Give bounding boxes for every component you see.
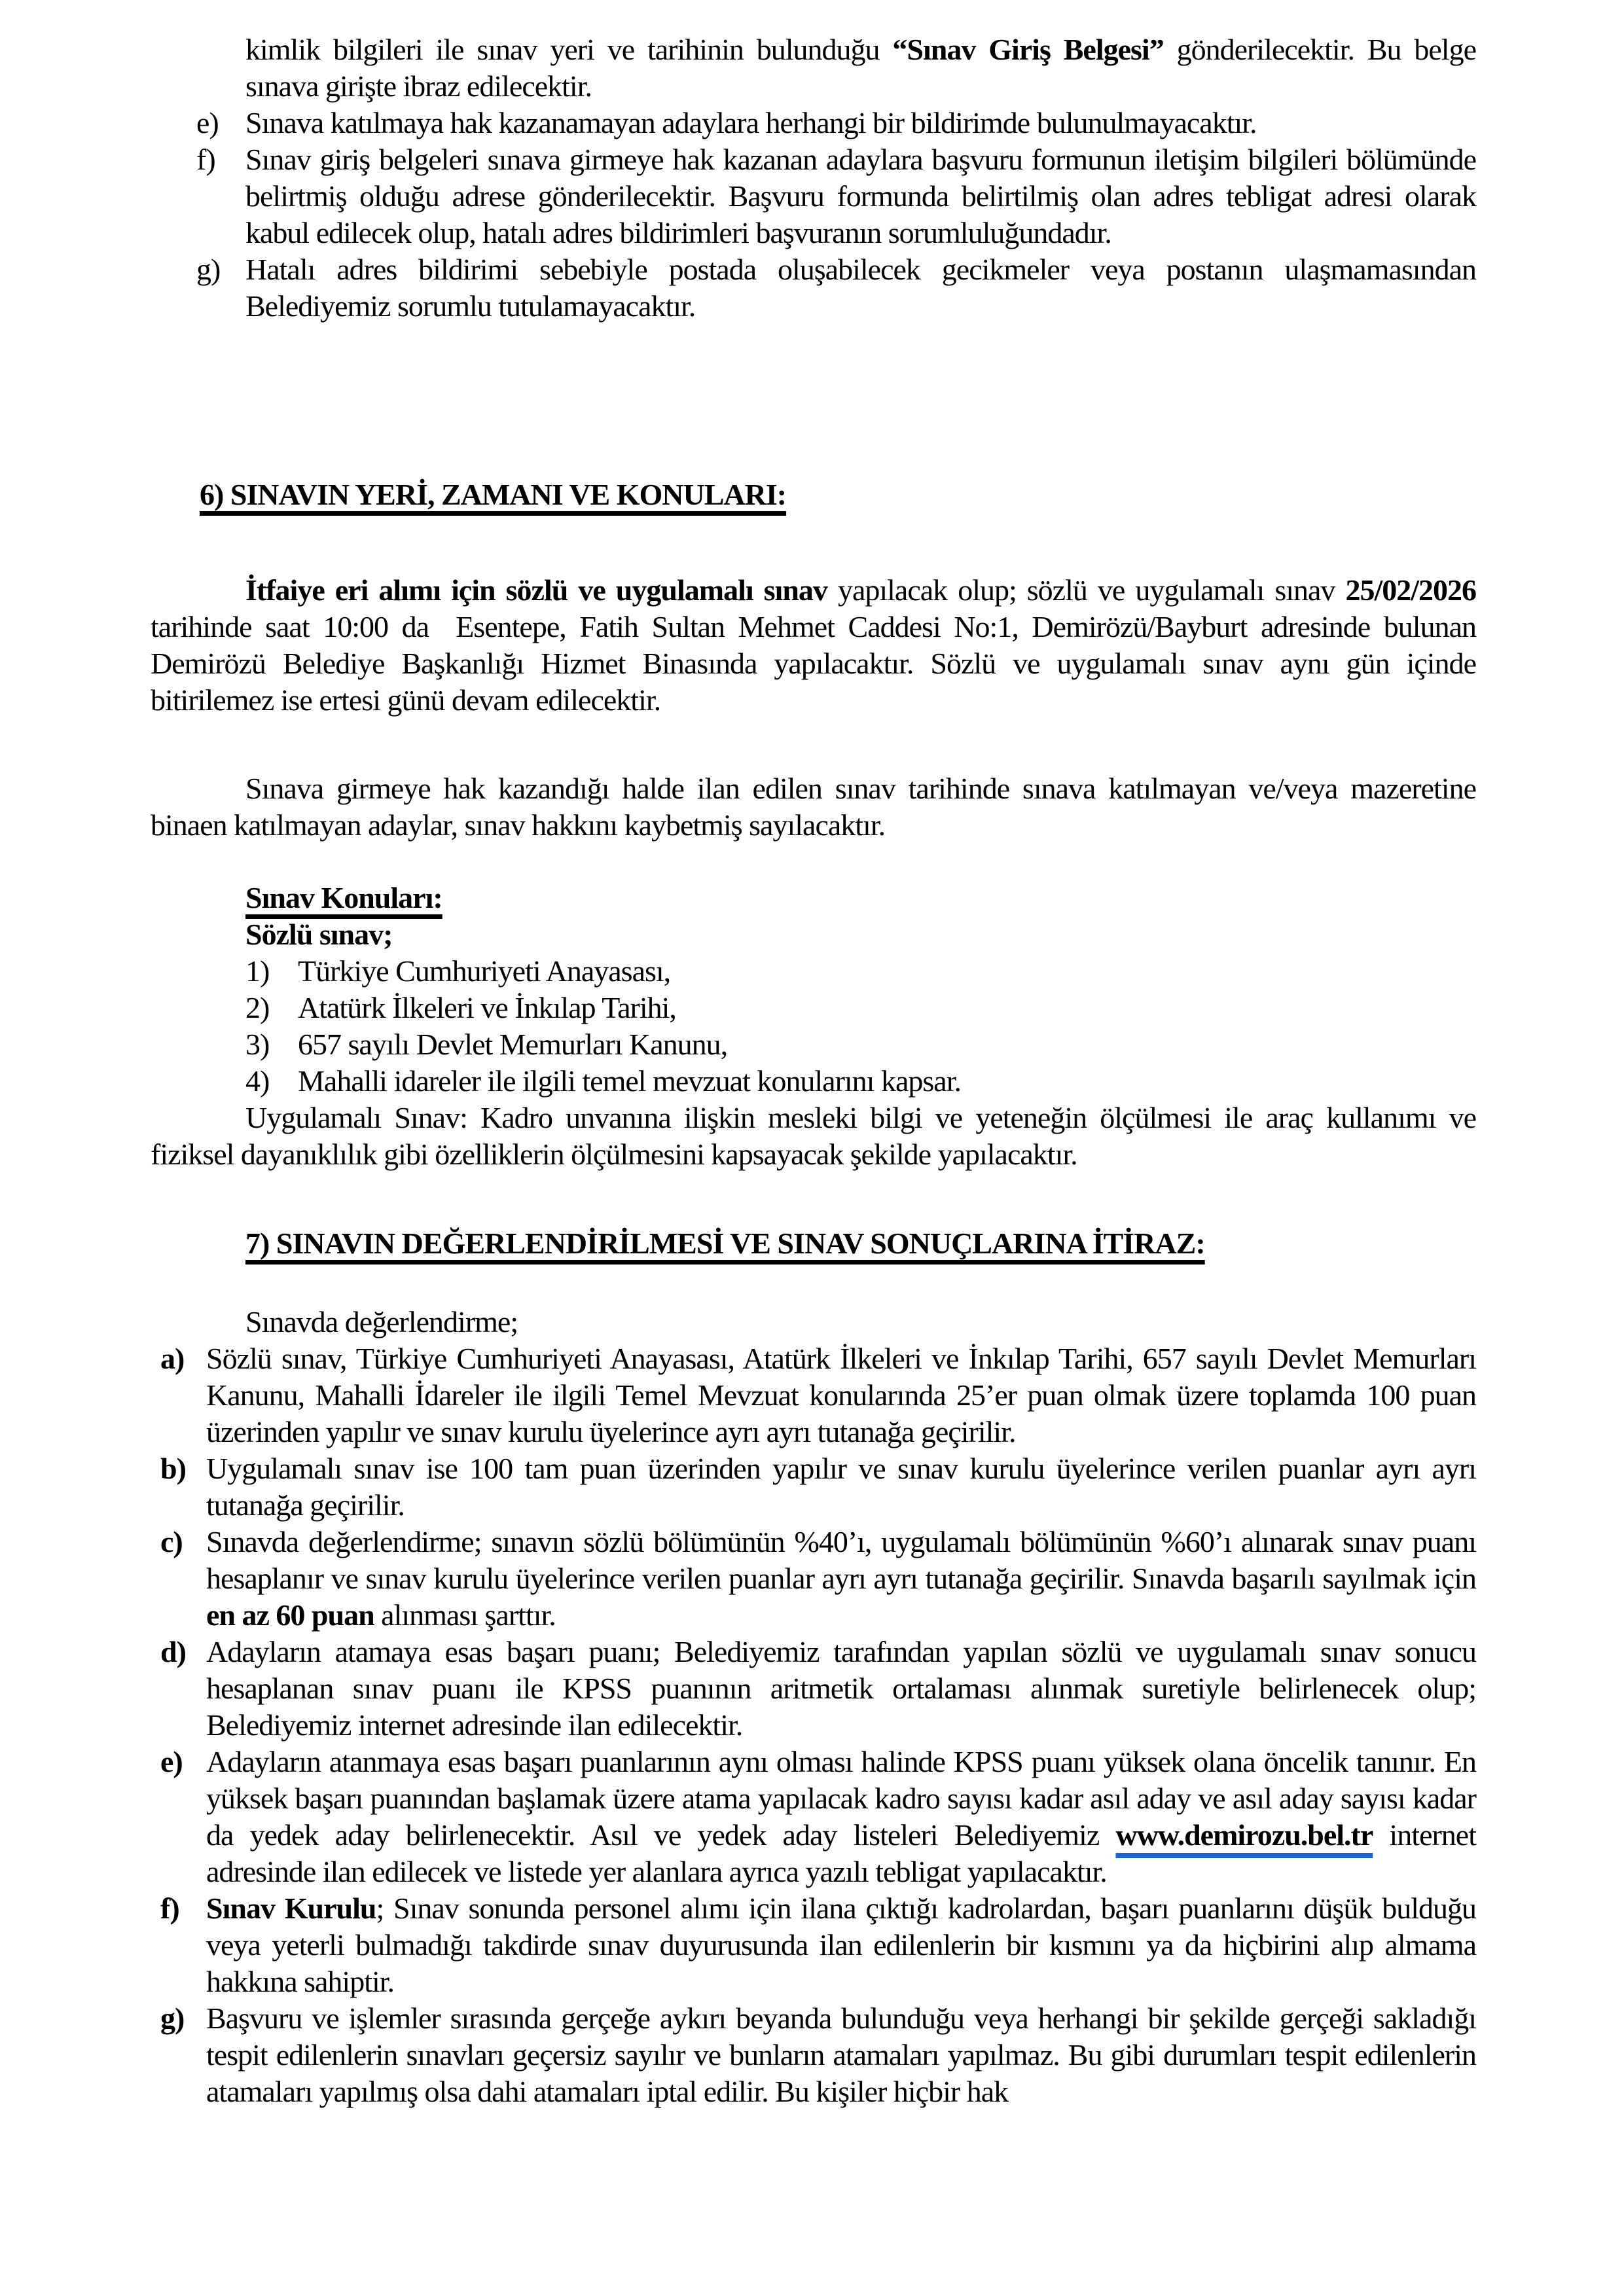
eval-item-d <box>160 1634 1476 1744</box>
oral-exam-label <box>245 916 1624 953</box>
list-item-text <box>206 1524 1476 1634</box>
list-item-text <box>206 1890 1476 2000</box>
list-item-label: e) <box>196 106 219 139</box>
section-6-heading <box>200 476 1624 513</box>
letter-list-top <box>0 105 1624 325</box>
text-run: Uygulamalı sınav ise 100 tam puan üzerinden yapılır ve sınav kurulu üyelerince verilen puanlar ayrı ayrı tutanağa geçirilir. <box>206 1452 1476 1522</box>
text-run: 25/02/2026 <box>1345 573 1476 607</box>
text-run: Hatalı adres bildirimi sebebiyle postada oluşabilecek gecikmeler veya postanın ulaşmamasından Belediyemiz sorumlu tutulamayacaktır. <box>245 253 1476 323</box>
paragraph-exam-place-time <box>151 572 1476 719</box>
text-run: yapılacak olup; sözlü ve uygulamalı sınav <box>827 573 1346 607</box>
text-run: gönderilecektir. Bu belge sınava girişte ibraz edilecektir. <box>245 33 1476 103</box>
oral-topic-2 <box>245 990 1476 1026</box>
oral-topic-text: Türkiye Cumhuriyeti Anayasası, <box>298 954 671 988</box>
list-item-text <box>206 2000 1476 2110</box>
list-item-text <box>206 1744 1476 1890</box>
list-item-text <box>206 1340 1476 1450</box>
eval-item-e <box>160 1744 1477 1890</box>
eval-item-b <box>160 1450 1476 1524</box>
list-item-label: b) <box>160 1452 186 1485</box>
oral-topic-4 <box>245 1063 1476 1100</box>
oral-topic-text: 657 sayılı Devlet Memurları Kanunu, <box>298 1028 728 1061</box>
oral-topic-1 <box>245 953 1476 990</box>
text-run: Sınava katılmaya hak kazanamayan adaylara herhangi bir bildirimde bulunulmayacaktır. <box>245 106 1257 139</box>
text-run: internet adresinde ilan edilecek ve listede yer alanlara ayrıca yazılı tebligat yapılacaktır. <box>206 1818 1477 1888</box>
text-run: Başvuru ve işlemler sırasında gerçeğe aykırı beyanda bulunduğu veya herhangi bir şekilde gerçeği sakladığı tespit edilenlerin sınavları geçersiz sayılır ve bunların atamaları yapılmaz. Bu gibi durumları tespit edilenlerin atamaları yapılmış olsa dahi atamaları iptal edilir. Bu kişiler hiçbir hak <box>206 2001 1476 2108</box>
list-item-label: d) <box>160 1635 186 1668</box>
list-item-text <box>206 1450 1476 1524</box>
list-number: 1) <box>245 954 270 988</box>
list-item-text <box>245 251 1476 325</box>
text-run: ; Sınav sonunda personel alımı için ilana çıktığı kadrolardan, başarı puanlarını düşük bulduğu veya yeterli bulmadığı takdirde sınav duyurusunda ilan edilenlerin bir kısmını ya da hiçbirini alıp almama hakkına sahiptir. <box>206 1892 1476 1998</box>
oral-topic-text: Mahalli idareler ile ilgili temel mevzuat konularını kapsar. <box>298 1064 961 1098</box>
text-run: Adayların atanmaya esas başarı puanlarının aynı olması halinde KPSS puanı yüksek olana öncelik tanınır. En yüksek başarı puanından başlamak üzere atama yapılacak kadro sayısı kadar asıl aday ve asıl aday sayısı kadar da yedek aday belirlenecektir. Asıl ve yedek aday listeleri Belediyemiz <box>206 1745 1476 1852</box>
text-run: alınması şarttır. <box>374 1598 556 1632</box>
section-6-heading-text: 6) SINAVIN YERİ, ZAMANI VE KONULARI: <box>200 478 787 511</box>
text-run: kimlik bilgileri ile sınav yeri ve tarihinin bulunduğu <box>245 33 893 66</box>
exam-topics-heading <box>245 880 1624 916</box>
text-run: Sınavda değerlendirme; sınavın sözlü bölümünün %40’ı, uygulamalı bölümünün %60’ı alınarak sınav puanı hesaplanır ve sınav kurulu üyelerince verilen puanlar ayrı ayrı tutanağa geçirilir. Sınavda başarılı sayılmak için <box>206 1525 1476 1595</box>
text-run: İtfaiye eri alımı için sözlü ve uygulamalı sınav <box>245 573 827 607</box>
paragraph-no-show <box>151 770 1476 844</box>
text-run: Sözlü sınav; <box>245 918 393 951</box>
list-item-label: f) <box>196 143 215 176</box>
oral-topic-text: Atatürk İlkeleri ve İnkılap Tarihi, <box>298 991 676 1024</box>
oral-topic-3 <box>245 1026 1476 1063</box>
list-number: 2) <box>245 991 270 1024</box>
paragraph-continuation <box>245 31 1476 105</box>
list-item-g <box>196 251 1476 325</box>
list-item-label: e) <box>160 1745 183 1778</box>
list-item-label: c) <box>160 1525 183 1558</box>
text-run: “Sınav Giriş Belgesi” <box>892 33 1164 66</box>
list-number: 3) <box>245 1028 270 1061</box>
list-item-f <box>196 141 1476 251</box>
eval-item-g <box>160 2000 1476 2110</box>
list-item-e <box>196 105 1476 141</box>
list-item-text <box>206 1634 1476 1744</box>
section-7-heading-text: 7) SINAVIN DEĞERLENDİRİLMESİ VE SINAV SONUÇLARINA İTİRAZ: <box>245 1227 1205 1260</box>
list-item-label: g) <box>160 2001 185 2035</box>
list-item-text <box>245 141 1476 251</box>
eval-item-a <box>160 1340 1476 1450</box>
text-run: Sınav Kurulu <box>206 1892 376 1925</box>
text-run: en az 60 puan <box>206 1598 374 1632</box>
list-item-label: f) <box>160 1892 179 1925</box>
text-run: Sınav giriş belgeleri sınava girmeye hak kazanan adaylara başvuru formunun iletişim bilgileri bölümünde belirtmiş olduğu adrese gönderilecektir. Başvuru formunda belirtilmiş olan adres tebligat adresi olarak kabul edilecek olup, hatalı adres bildirimleri başvuranın sorumluluğundadır. <box>245 143 1476 249</box>
exam-topics-heading-text: Sınav Konuları: <box>245 881 442 914</box>
text-run: Sözlü sınav, Türkiye Cumhuriyeti Anayasası, Atatürk İlkeleri ve İnkılap Tarihi, 657 sayılı Devlet Memurları Kanunu, Mahalli İdareler ile ilgili Temel Mevzuat konularında 25’er puan olmak üzere toplamda 100 puan üzerinden yapılır ve sınav kurulu üyelerince ayrı ayrı tutanağa geçirilir. <box>206 1342 1476 1448</box>
list-item-label: g) <box>196 253 221 286</box>
list-item-text <box>245 105 1476 141</box>
text-run: Adayların atamaya esas başarı puanı; Belediyemiz tarafından yapılan sözlü ve uygulamalı sınav sonucu hesaplanan sınav puanı ile KPSS puanının aritmetik ortalaması alınmak suretiyle belirlenecek olup; Belediyemiz internet adresinde ilan edilecektir. <box>206 1635 1476 1742</box>
list-number: 4) <box>245 1064 270 1098</box>
section-7-heading <box>245 1225 1624 1262</box>
website-link[interactable]: www.demirozu.bel.tr <box>1115 1818 1373 1852</box>
paragraph-practical-exam <box>151 1100 1476 1173</box>
eval-item-c <box>160 1524 1476 1634</box>
eval-item-f <box>160 1890 1476 2000</box>
text-run: Uygulamalı Sınav: Kadro unvanına ilişkin mesleki bilgi ve yeteneğin ölçülmesi ile araç kullanımı ve fiziksel dayanıklılık gibi özelliklerin ölçülmesini kapsayacak şekilde yapılacaktır. <box>151 1101 1476 1171</box>
oral-topics-list <box>0 953 1624 1100</box>
list-item-label: a) <box>160 1342 185 1375</box>
letter-list-evaluation <box>0 1340 1624 2110</box>
evaluation-intro: Sınavda değerlendirme; <box>245 1305 518 1338</box>
text-run: tarihinde saat 10:00 da Esentepe, Fatih Sultan Mehmet Caddesi No:1, Demirözü/Bayburt adresinde bulunan Demirözü Belediye Başkanlığı Hizmet Binasında yapılacaktır. Sözlü ve uygulamalı sınav aynı gün içinde bitirilemez ise ertesi günü devam edilecektir. <box>151 610 1476 717</box>
text-run: Sınava girmeye hak kazandığı halde ilan edilen sınav tarihinde sınava katılmayan ve/veya mazeretine binaen katılmayan adaylar, sınav hakkını kaybetmiş sayılacaktır. <box>151 772 1476 842</box>
